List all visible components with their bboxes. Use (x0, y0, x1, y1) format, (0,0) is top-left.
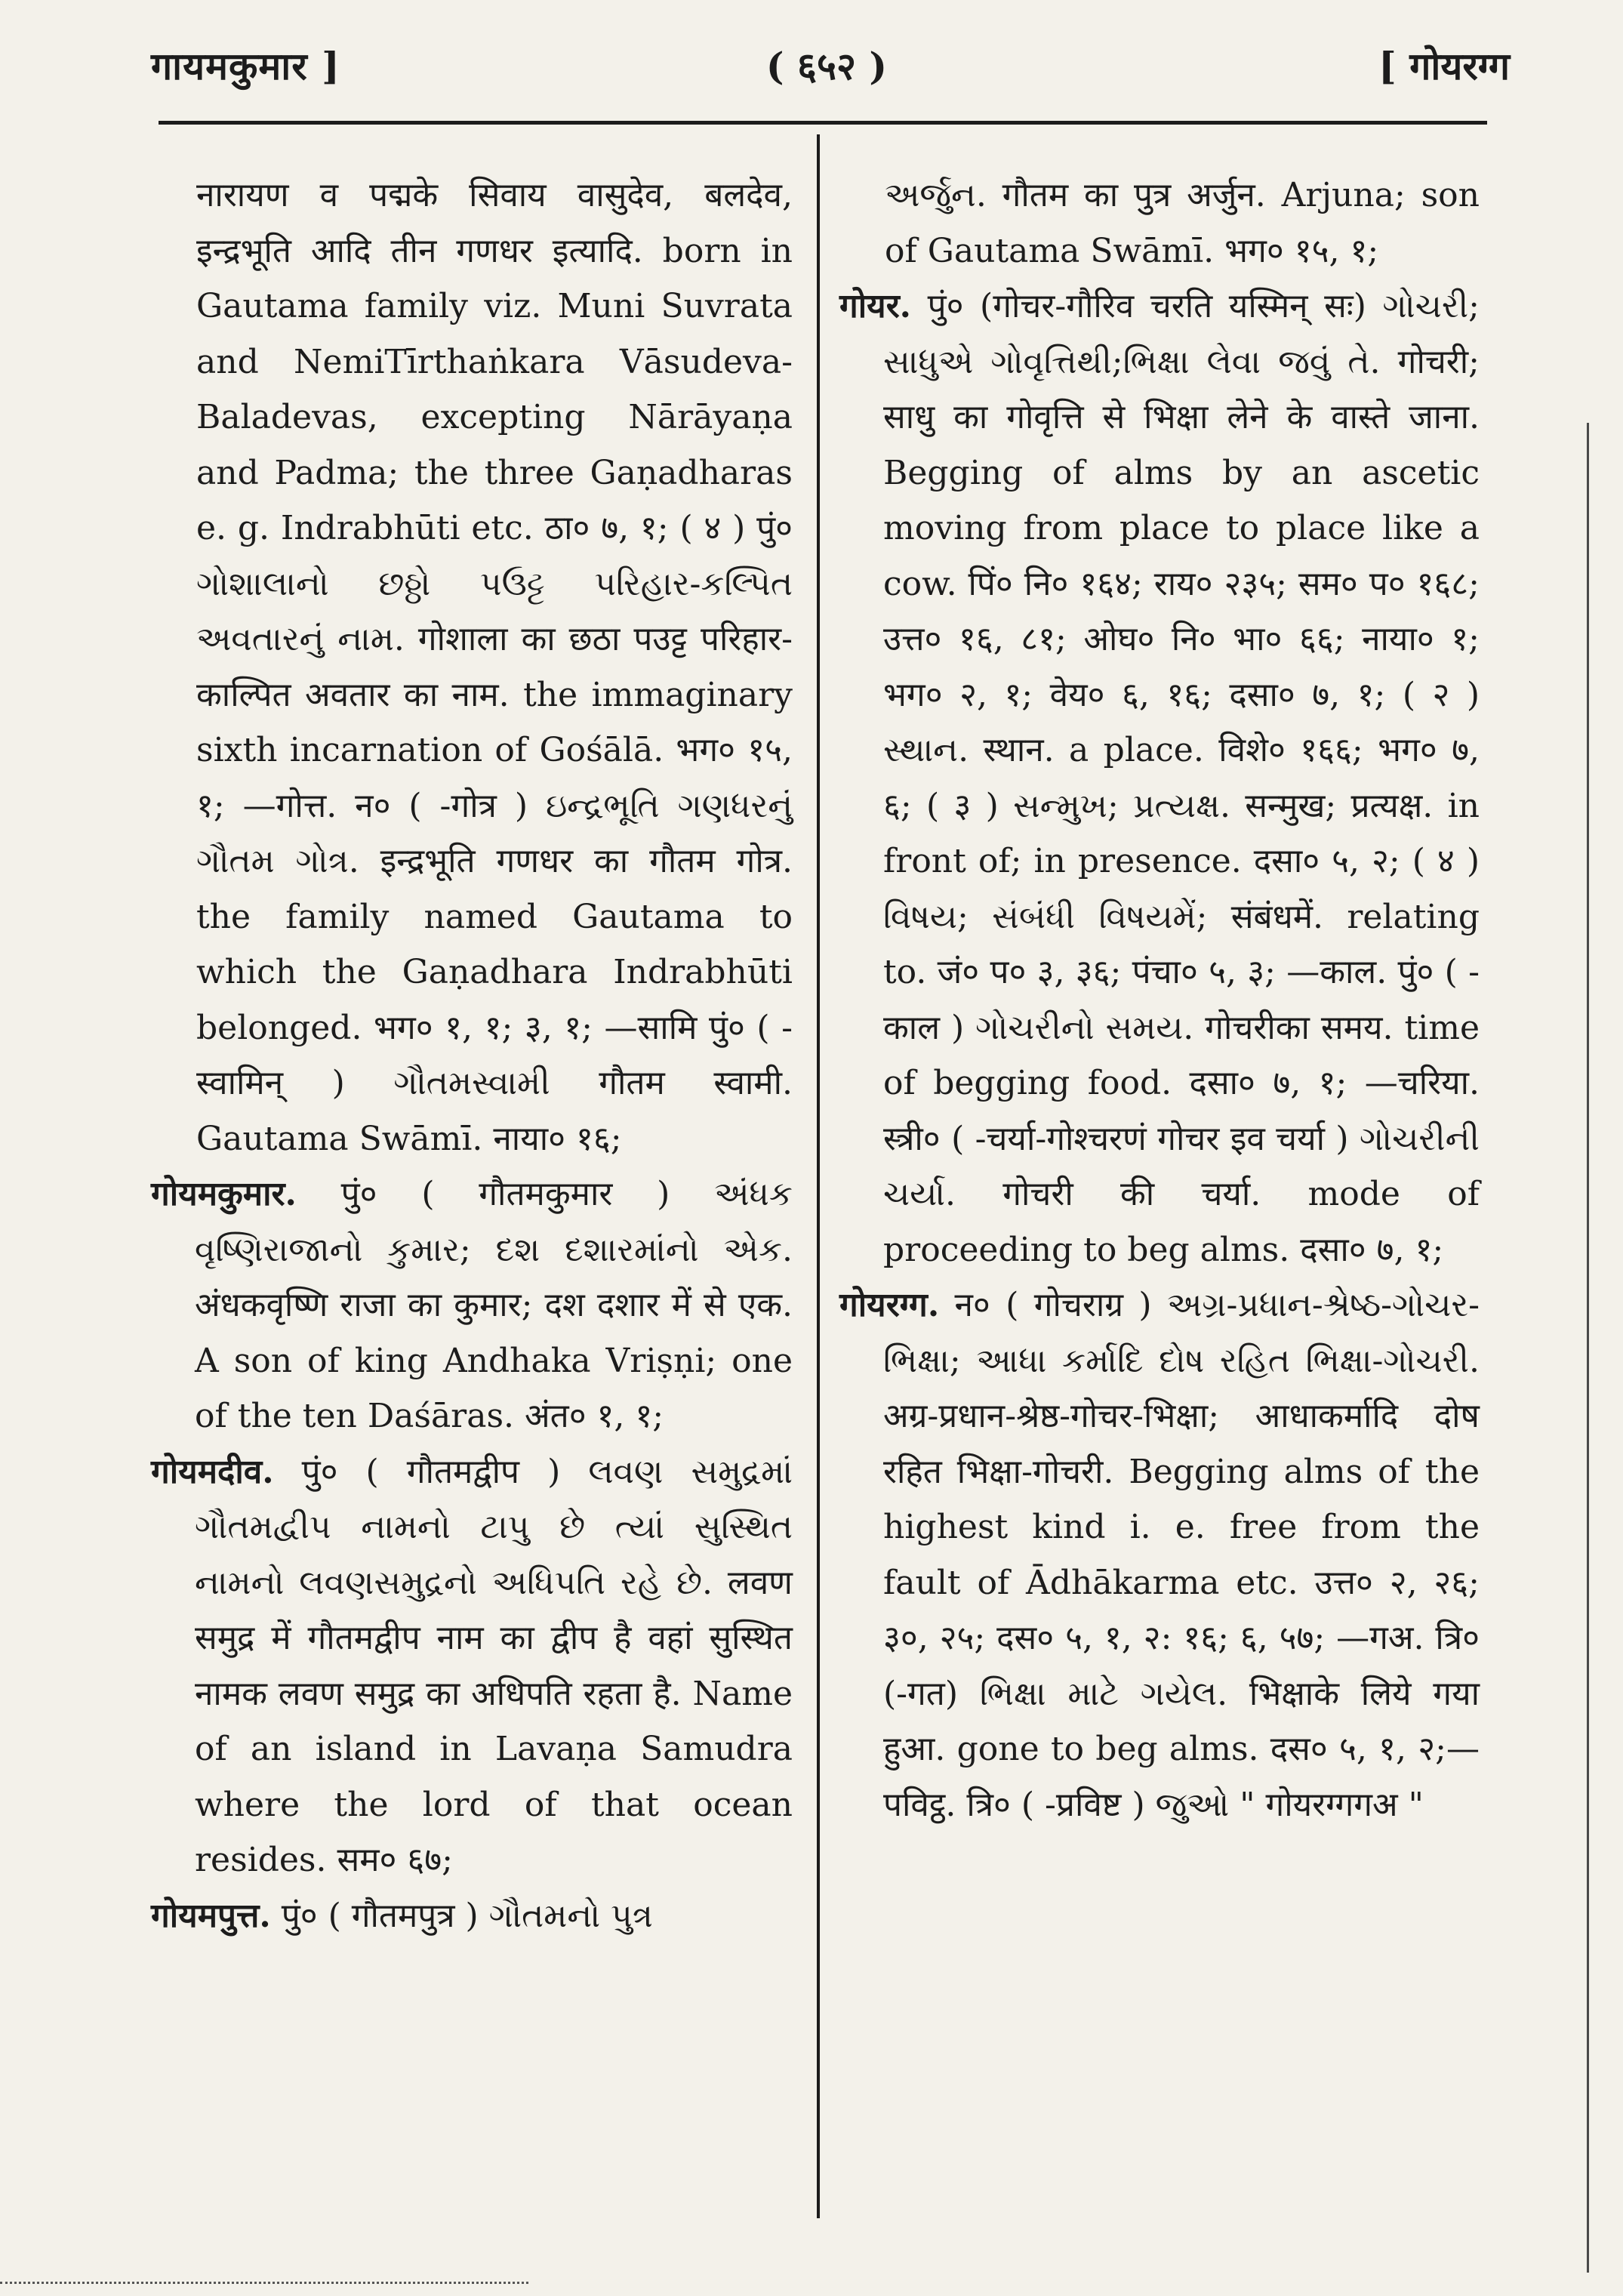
column-divider (817, 134, 820, 2218)
entry-text: न० ( गोचराग्र ) અગ્ર-પ્રધાન-શ્રેષ્ઠ-ગોચર-ભિક્ષા; આધા કર્માદિ દોષ રહિત ભિક્ષા-ગોચરી. अग्र-प्रधान-श्रेष्ठ-गोचर-भिक्षा; आधाकर्मादि दोष रहित भिक्षा-गोचरी. Begging alms of the highest kind i. e. free from the fault of Ādhākarma etc. उत्त० २, २६; ३०, २५; दस० ५, १, २: १६; ६, ५७; —गअ. त्रि० (-गत) ભિક્ષા માટે ગયેલ. भिक्षाके लिये गया हुआ. gone to beg alms. दस० ५, १, २;—पविट्ठ. त्रि० ( -प्रविष्ट ) જુઓ " गोयरग्गगअ " (883, 1286, 1480, 1824)
header-rule (159, 121, 1487, 125)
entry-text: नारायण व पद्मके सिवाय वासुदेव, बलदेव, इन्द्रभूति आदि तीन गणधर इत्यादि. born in Gautama family viz. Muni Suvrata and NemiTīrthaṅkara Vāsudeva-Baladevas, excepting Nārāyaṇa and Padma; the three Gaṇadharas e. g. Indrabhūti etc. ठा० ७, १; ( ४ ) पुं० ગોશાલાનો છઠ્ઠો પઉટ્ટ પરિહાર-કલ્પિત અવતારનું નામ. गोशाला का छठा पउट्ट परिहार-काल्पित अवतार का नाम. the immaginary sixth incarnation of Gośālā. भग० १५, १; —गोत्त. न० ( -गोत्र ) ઇન્દ્રભૂતિ ગણધરનું ગૌતમ ગોત્ર. इन्द्रभूति गणधर का गौतम गोत्र. the family named Gautama to which the Gaṇadhara Indrabhūti belonged. भग० १, १; ३, १; —सामि पुं० ( -स्वामिन् ) ગૌતમસ્વામી गौतम स्वामी. Gautama Swāmī. नाया० १६; (196, 176, 793, 1158)
entry-text: पुं० ( गौतमकुमार ) અંધક વૃષ્ણિરાજાનો કુમાર; દશ દશારમાંનો એક. अंधकवृष्णि राजा का कुमार; दश दशार में से एक. A son of king Andhaka Vriṣṇi; one of the ten Daśāras. अंत० १, १; (195, 1175, 793, 1435)
entry-text: पुं० ( गौतमपुत्र ) ગૌતમનો પુત્ર (281, 1896, 653, 1935)
entry-headword: गोयरग्ग. (839, 1286, 940, 1324)
bottom-dotted-edge (0, 2282, 528, 2284)
header-right-guideword: [ गोयरग्ग (1378, 44, 1510, 88)
entry-headword: गोयर. (839, 287, 912, 325)
dictionary-entry (151, 1166, 793, 1444)
page-number: ( ६५२ ) (765, 44, 888, 88)
entry-text: અર્જુન. गौतम का पुत्र अर्जुन. Arjuna; son of Gautama Swāmī. भग० १५, १; (885, 176, 1480, 270)
entry-headword: गोयमकुमार. (151, 1175, 297, 1213)
entry-continuation (839, 168, 1480, 279)
entry-text: पुं० (गोचर-गौरिव चरति यस्मिन् सः) ગોચરી; સાધુએ ગોવૃત્તિથી;ભિક્ષા લેવા જવું તે. गोचरी; साधु का गोवृत्ति से भिक्षा लेने के वास्ते जाना. Begging of alms by an ascetic moving from place to place like a cow. पिं० नि० १६४; राय० २३५; सम० प० १६८; उत्त० १६, ८१; ओघ० नि० भा० ६६; नाया० १; भग० २, १; वेय० ६, १६; दसा० ७, १; ( २ ) સ્થાન. स्थान. a place. विशे० १६६; भग० ७, ६; ( ३ ) સન્મુખ; પ્રત્યક્ષ. सन्मुख; प्रत्यक्ष. in front of; in presence. दसा० ५, २; ( ४ ) વિષય; સંબંધી વિષયમેં; संबंधमें. relating to. जं० प० ३, ३६; पंचा० ५, ३; —काल. पुं० ( -काल ) ગોચરીનો સમય. गोचरीका समय. time of begging food. दसा० ७, १; —चरिया. स्त्री० ( -चर्या-गोश्चरणं गोचर इव चर्या ) ગોચરીની ચર્યા. गोचरी की चर्या. mode of proceeding to beg alms. दसा० ७, १; (883, 287, 1480, 1269)
dictionary-entry (151, 1444, 793, 1888)
entry-headword: गोयमपुत्त. (151, 1896, 271, 1935)
entry-text: पुं० ( गौतमद्वीप ) લવણ સમુદ્રમાં ગૌતમદ્વીપ નામનો ટાપુ છે ત્યાં સુસ્થિત નામનો લવણસમુદ્રનો અધિપતિ રહે છે. लवण समुद्र में गौतमद्वीप नाम का द्वीप है वहां सुस्थित नामक लवण समुद्र का अधिपति रहता है. Name of an island in Lavaṇa Samudra where the lord of that ocean resides. सम० ६७; (195, 1452, 793, 1879)
page-header (143, 39, 1510, 107)
dictionary-entry (839, 1277, 1480, 1832)
left-column (151, 168, 793, 1943)
dictionary-entry (151, 1888, 793, 1944)
right-column (839, 168, 1480, 1832)
page-edge-line (1587, 423, 1589, 2273)
dictionary-entry (839, 279, 1480, 1277)
entry-headword: गोयमदीव. (151, 1452, 274, 1491)
header-left-guideword: गायमकुमार ] (151, 44, 340, 88)
entry-continuation (151, 168, 793, 1166)
